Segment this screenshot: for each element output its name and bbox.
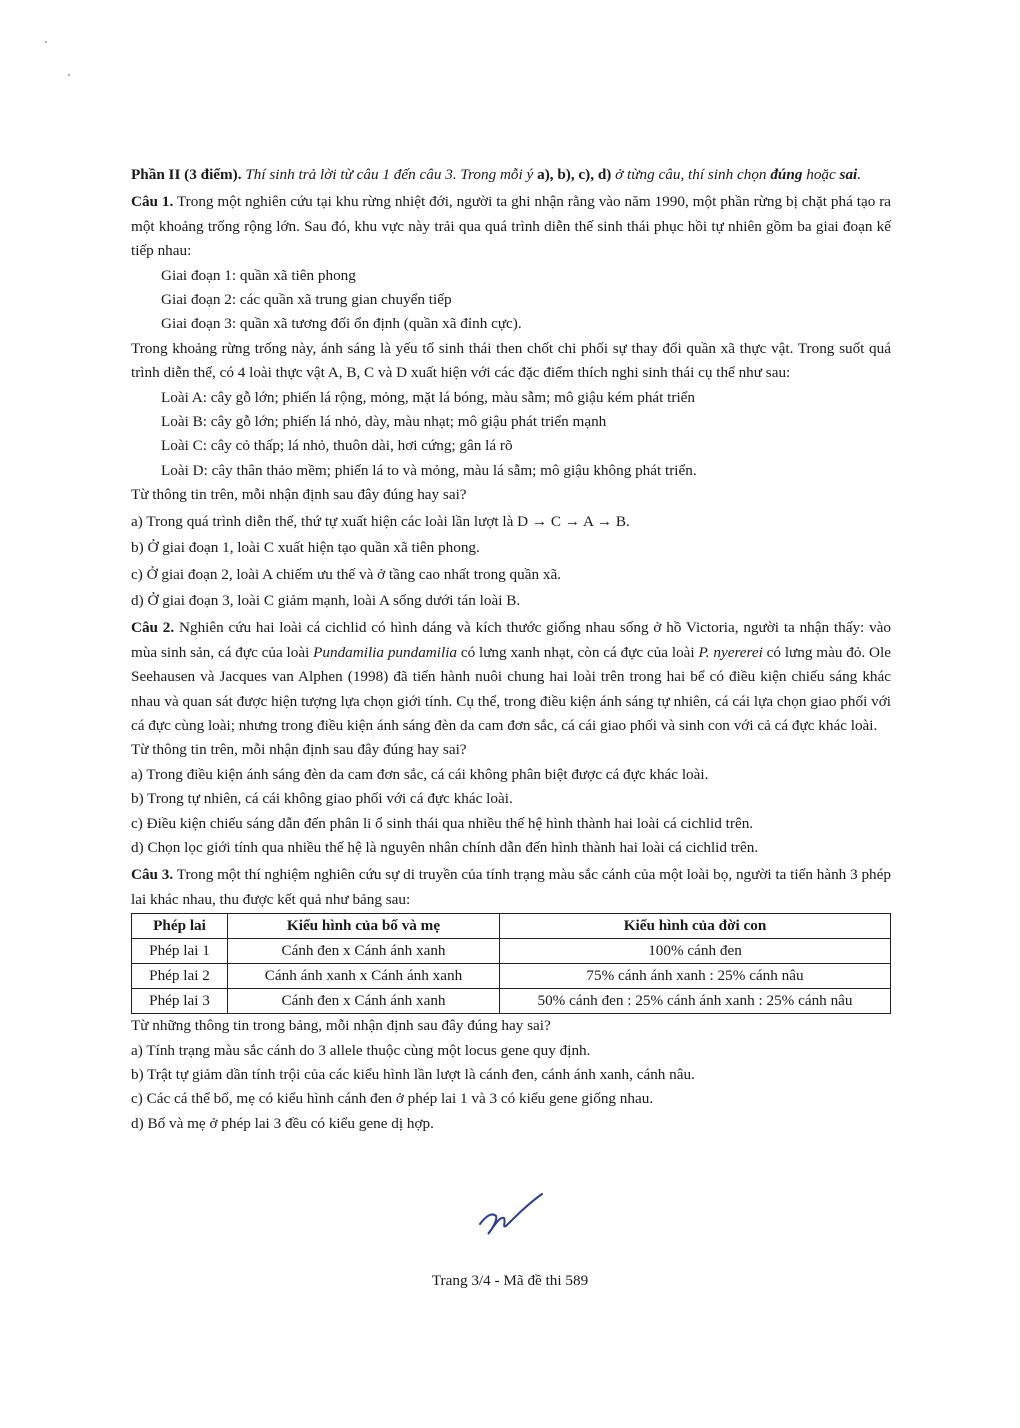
q3-option: a) Tính trạng màu sắc cánh do 3 allele thuộc cùng một locus gene quy định. (131, 1041, 591, 1059)
table-header-cell: Kiểu hình của bố và mẹ (228, 914, 500, 939)
q3-intro: Câu 3. Trong một thí nghiệm nghiên cứu sự di truyền của tính trạng màu sắc cánh của một loài bọ, người ta tiến hành 3 phép lai khác nhau, thu được kết quả như bảng sau: (131, 866, 891, 908)
table-row (132, 939, 891, 964)
q1-option: a) Trong quá trình diễn thế, thứ tự xuất hiện các loài lần lượt là D → C → A → B. (131, 512, 630, 530)
q2-option: b) Trong tự nhiên, cá cái không giao phối với cá đực khác loài. (131, 790, 513, 808)
table-cell: Phép lai 3 (132, 989, 228, 1014)
q1-species: Loài A: cây gỗ lớn; phiến lá rộng, mỏng, mặt lá bóng, màu sẫm; mô giậu kém phát triển (161, 388, 696, 406)
q1-stage: Giai đoạn 1: quần xã tiên phong (161, 266, 356, 284)
table-cell: 50% cánh đen : 25% cánh ánh xanh : 25% cánh nâu (500, 989, 891, 1014)
q2-option: c) Điều kiện chiếu sáng dẫn đến phân li ổ sinh thái qua nhiều thế hệ hình thành hai loài cá cichlid trên. (131, 814, 754, 832)
q1-option: c) Ở giai đoạn 2, loài A chiếm ưu thế và ở tầng cao nhất trong quần xã. (131, 565, 562, 583)
results-table (131, 913, 891, 1014)
table-row (132, 989, 891, 1014)
q3-option: d) Bố và mẹ ở phép lai 3 đều có kiểu gene dị hợp. (131, 1114, 434, 1132)
signature-stroke (480, 1194, 542, 1234)
q1-stage: Giai đoạn 3: quần xã tương đối ổn định (quần xã đỉnh cực). (161, 315, 522, 333)
q1-stage: Giai đoạn 2: các quần xã trung gian chuyển tiếp (161, 291, 452, 309)
q3-label: Câu 3. (131, 866, 174, 884)
part-header: Phần II (3 điểm). Thí sinh trả lời từ câu 1 đến câu 3. Trong mỗi ý a), b), c), d) ở từng câu, thí sinh chọn đúng hoặc sai. (131, 166, 862, 183)
q1-species: Loài C: cây cỏ thấp; lá nhỏ, thuôn dài, hơi cứng; gân lá rõ (161, 437, 513, 455)
table-cell: Cánh ánh xanh x Cánh ánh xanh (228, 964, 500, 989)
q3-question: Từ những thông tin trong bảng, mỗi nhận định sau đây đúng hay sai? (131, 1017, 551, 1035)
q3-option: c) Các cá thể bố, mẹ có kiểu hình cánh đen ở phép lai 1 và 3 có kiểu gene giống nhau. (131, 1090, 654, 1108)
table-cell: Phép lai 2 (132, 964, 228, 989)
table-row (132, 964, 891, 989)
q1-option: d) Ở giai đoạn 3, loài C giảm mạnh, loài A sống dưới tán loài B. (131, 591, 521, 609)
part-title: Phần II (3 điểm). (131, 166, 242, 183)
q2-label: Câu 2. (131, 619, 175, 637)
q1-option: b) Ở giai đoạn 1, loài C xuất hiện tạo quần xã tiên phong. (131, 539, 480, 557)
signature-mark (476, 1186, 546, 1238)
table-cell: Cánh đen x Cánh ánh xanh (228, 939, 500, 964)
table-cell: 75% cánh ánh xanh : 25% cánh nâu (500, 964, 891, 989)
q1-intro: Câu 1. Trong một nghiên cứu tại khu rừng nhiệt đới, người ta ghi nhận rằng vào năm 1990, một phần rừng bị chặt phá tạo ra một khoảng trống rộng lớn. Sau đó, khu vực này trải qua quá trình diễn thế sinh thái phục hồi tự nhiên gồm ba giai đoạn kế tiếp nhau: (131, 193, 891, 260)
table-header-row (132, 914, 891, 939)
table-cell: Cánh đen x Cánh ánh xanh (228, 989, 500, 1014)
q2-option: a) Trong điều kiện ánh sáng đèn da cam đơn sắc, cá cái không phân biệt được cá đực khác loài. (131, 765, 709, 783)
q3-option: b) Trật tự giảm dần tính trội của các kiểu hình lần lượt là cánh đen, cánh ánh xanh, cánh nâu. (131, 1066, 695, 1083)
scan-speck (45, 41, 47, 43)
table-cell: Phép lai 1 (132, 939, 228, 964)
table-header-cell: Phép lai (132, 914, 228, 939)
scan-speck (68, 74, 70, 76)
table-header-cell: Kiểu hình của đời con (500, 914, 891, 939)
table-cell: 100% cánh đen (500, 939, 891, 964)
page-footer: Trang 3/4 - Mã đề thi 589 (431, 1272, 589, 1289)
q1-middle: Trong khoảng rừng trống này, ánh sáng là yếu tố sinh thái then chốt chi phối sự thay đổi quần xã thực vật. Trong suốt quá trình diễn thế, có 4 loài thực vật A, B, C và D xuất hiện với các đặc điểm thích nghi sinh thái cụ thể như sau: (131, 339, 891, 382)
q1-species: Loài D: cây thân thảo mềm; phiến lá to và mỏng, màu lá sẫm; mô giậu không phát triển. (161, 461, 697, 479)
q2-question: Từ thông tin trên, mỗi nhận định sau đây đúng hay sai? (131, 741, 467, 759)
q2-intro: Câu 2. Nghiên cứu hai loài cá cichlid có hình dáng và kích thước giống nhau sống ở hồ Victoria, người ta nhận thấy: vào mùa sinh sản, cá đực của loài Pundamilia pundamilia có lưng xanh nhạt, còn cá đực của loài P. nyererei có lưng màu đỏ. Ole Seehausen và Jacques van Alphen (1998) đã tiến hành nuôi chung hai loài trên trong hai bể có điều kiện chiếu sáng khác nhau và quan sát được hiện tượng lựa chọn giới tính. Cụ thể, trong điều kiện ánh sáng tự nhiên, cá cái lựa chọn giao phối với cá đực cùng loài; nhưng trong điều kiện ánh sáng đèn da cam đơn sắc, cá cái giao phối và sinh con với cả cá đực khác loài. (131, 619, 891, 734)
q1-label: Câu 1. (131, 193, 174, 211)
exam-page-content (131, 163, 891, 1136)
q1-question: Từ thông tin trên, mỗi nhận định sau đây đúng hay sai? (131, 486, 467, 504)
q2-option: d) Chọn lọc giới tính qua nhiều thế hệ là nguyên nhân chính dẫn đến hình thành hai loài cá cichlid trên. (131, 838, 759, 856)
q1-species: Loài B: cây gỗ lớn; phiến lá nhỏ, dày, màu nhạt; mô giậu phát triển mạnh (161, 413, 607, 431)
